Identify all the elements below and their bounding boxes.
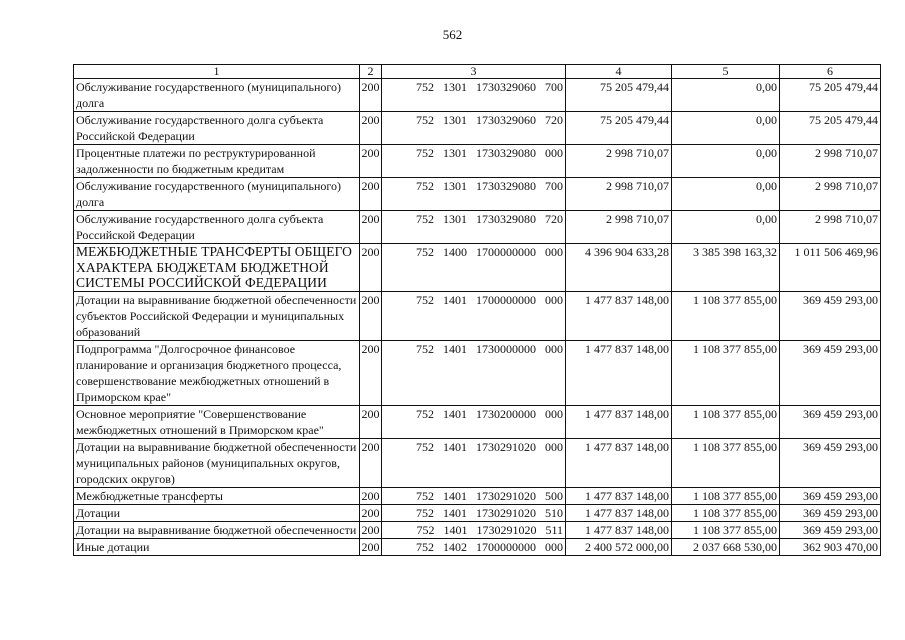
row-col2: 200 — [361, 522, 380, 537]
column-header-2: 2 — [360, 65, 382, 79]
row-col2: 200 — [360, 291, 382, 340]
row-name: Обслуживание государственного (муниципального) долга — [74, 79, 360, 112]
row-col2: 200 — [360, 178, 382, 211]
row-name: Процентные платежи по реструктурированной задолженности по бюджетным кредитам — [74, 145, 360, 178]
row-col6: 1 011 506 469,96 — [780, 244, 881, 292]
table-row — [74, 487, 881, 504]
row-name: Подпрограмма "Долгосрочное финансовое планирование и организация бюджетного процесса, совершенствование межбюджетных отношений в Приморском крае" — [74, 340, 360, 405]
row-col2: 200 — [361, 505, 380, 520]
row-col4: 75 205 479,44 — [566, 112, 672, 145]
table-header-row — [74, 65, 881, 79]
row-col2: 200 — [360, 112, 382, 145]
row-col4: 1 477 837 148,00 — [566, 438, 672, 487]
row-col2: 200 — [360, 438, 382, 487]
row-col4: 1 477 837 148,00 — [566, 521, 672, 538]
table-row — [74, 504, 881, 521]
row-col4: 1 477 837 148,00 — [566, 291, 672, 340]
table-row — [74, 438, 881, 487]
row-code: 752 1401 1730291020 511 — [382, 521, 566, 538]
table-row — [74, 405, 881, 438]
row-col2: 200 — [360, 340, 382, 405]
row-code: 752 1402 1700000000 000 — [382, 538, 566, 555]
row-name: Обслуживание государственного долга субъекта Российской Федерации — [74, 112, 360, 145]
row-name: Обслуживание государственного долга субъекта Российской Федерации — [74, 211, 360, 244]
row-col4: 2 998 710,07 — [566, 211, 672, 244]
row-name: Иные дотации — [74, 538, 360, 555]
column-header-3: 3 — [382, 65, 566, 79]
table-row — [74, 211, 881, 244]
row-name: Дотации — [74, 504, 360, 521]
row-code: 752 1401 1700000000 000 — [382, 291, 566, 340]
row-code: 752 1401 1730291020 510 — [382, 504, 566, 521]
row-col2: 200 — [361, 488, 380, 503]
row-col2: 200 — [360, 145, 382, 178]
row-col2: 200 — [360, 405, 382, 438]
budget-table — [73, 64, 881, 556]
row-col5: 0,00 — [672, 211, 780, 244]
row-code: 752 1401 1730200000 000 — [382, 405, 566, 438]
row-col2: 200 — [360, 79, 382, 112]
table-row — [74, 521, 881, 538]
row-code: 752 1400 1700000000 000 — [382, 244, 566, 292]
table-row — [74, 79, 881, 112]
row-col5: 1 108 377 855,00 — [672, 521, 780, 538]
row-name: Дотации на выравнивание бюджетной обеспеченности муниципальных районов (муниципальных округов, городских округов) — [74, 438, 360, 487]
page-number: 562 — [442, 27, 463, 42]
row-name: Дотации на выравнивание бюджетной обеспеченности субъектов Российской Федерации и муниципальных образований — [74, 291, 360, 340]
row-col6: 75 205 479,44 — [780, 112, 881, 145]
row-col6: 369 459 293,00 — [780, 521, 881, 538]
row-col6: 369 459 293,00 — [780, 504, 881, 521]
row-col4: 4 396 904 633,28 — [566, 244, 672, 292]
row-code: 752 1401 1730291020 500 — [382, 487, 566, 504]
row-col6: 2 998 710,07 — [780, 145, 881, 178]
row-name: Обслуживание государственного (муниципального) долга — [74, 178, 360, 211]
row-col6: 369 459 293,00 — [780, 438, 881, 487]
row-col2: 200 — [360, 211, 382, 244]
row-code: 752 1301 1730329080 720 — [382, 211, 566, 244]
column-header-6: 6 — [780, 65, 881, 79]
row-col6: 75 205 479,44 — [780, 79, 881, 112]
row-col5: 1 108 377 855,00 — [672, 438, 780, 487]
row-name: МЕЖБЮДЖЕТНЫЕ ТРАНСФЕРТЫ ОБЩЕГО ХАРАКТЕРА БЮДЖЕТАМ БЮДЖЕТНОЙ СИСТЕМЫ РОССИЙСКОЙ ФЕДЕРАЦИИ — [74, 244, 360, 292]
table-row-section — [74, 244, 881, 292]
table-row — [74, 178, 881, 211]
row-col5: 1 108 377 855,00 — [672, 405, 780, 438]
row-col4: 2 400 572 000,00 — [566, 538, 672, 555]
row-col5: 0,00 — [672, 112, 780, 145]
row-col6: 369 459 293,00 — [780, 340, 881, 405]
row-code: 752 1301 1730329060 700 — [382, 79, 566, 112]
row-code: 752 1401 1730000000 000 — [382, 340, 566, 405]
row-name: Межбюджетные трансферты — [74, 487, 360, 504]
row-name: Дотации на выравнивание бюджетной обеспеченности — [74, 521, 360, 538]
row-code: 752 1301 1730329080 700 — [382, 178, 566, 211]
row-col5: 0,00 — [672, 178, 780, 211]
row-col5: 1 108 377 855,00 — [672, 291, 780, 340]
column-header-5: 5 — [672, 65, 780, 79]
row-col4: 1 477 837 148,00 — [566, 487, 672, 504]
row-col5: 2 037 668 530,00 — [672, 538, 780, 555]
row-col2: 200 — [360, 244, 382, 292]
row-col5: 1 108 377 855,00 — [672, 487, 780, 504]
row-col4: 1 477 837 148,00 — [566, 504, 672, 521]
row-col2: 200 — [361, 539, 380, 554]
column-header-1: 1 — [74, 65, 360, 79]
row-col5: 1 108 377 855,00 — [672, 340, 780, 405]
row-col4: 1 477 837 148,00 — [566, 340, 672, 405]
row-col5: 0,00 — [672, 145, 780, 178]
row-col6: 2 998 710,07 — [780, 178, 881, 211]
row-col5: 1 108 377 855,00 — [672, 504, 780, 521]
table-row — [74, 538, 881, 555]
table-row — [74, 145, 881, 178]
row-col4: 2 998 710,07 — [566, 145, 672, 178]
table-row — [74, 112, 881, 145]
row-code: 752 1301 1730329060 720 — [382, 112, 566, 145]
row-col5: 0,00 — [672, 79, 780, 112]
row-col6: 362 903 470,00 — [780, 538, 881, 555]
row-col6: 2 998 710,07 — [780, 211, 881, 244]
row-col6: 369 459 293,00 — [780, 487, 881, 504]
row-code: 752 1401 1730291020 000 — [382, 438, 566, 487]
row-col6: 369 459 293,00 — [780, 291, 881, 340]
row-col4: 2 998 710,07 — [566, 178, 672, 211]
table-row — [74, 340, 881, 405]
row-col4: 1 477 837 148,00 — [566, 405, 672, 438]
row-col6: 369 459 293,00 — [780, 405, 881, 438]
row-name: Основное мероприятие "Совершенствование межбюджетных отношений в Приморском крае" — [74, 405, 360, 438]
column-header-4: 4 — [566, 65, 672, 79]
row-col5: 3 385 398 163,32 — [672, 244, 780, 292]
table-row — [74, 291, 881, 340]
row-code: 752 1301 1730329080 000 — [382, 145, 566, 178]
row-col4: 75 205 479,44 — [566, 79, 672, 112]
